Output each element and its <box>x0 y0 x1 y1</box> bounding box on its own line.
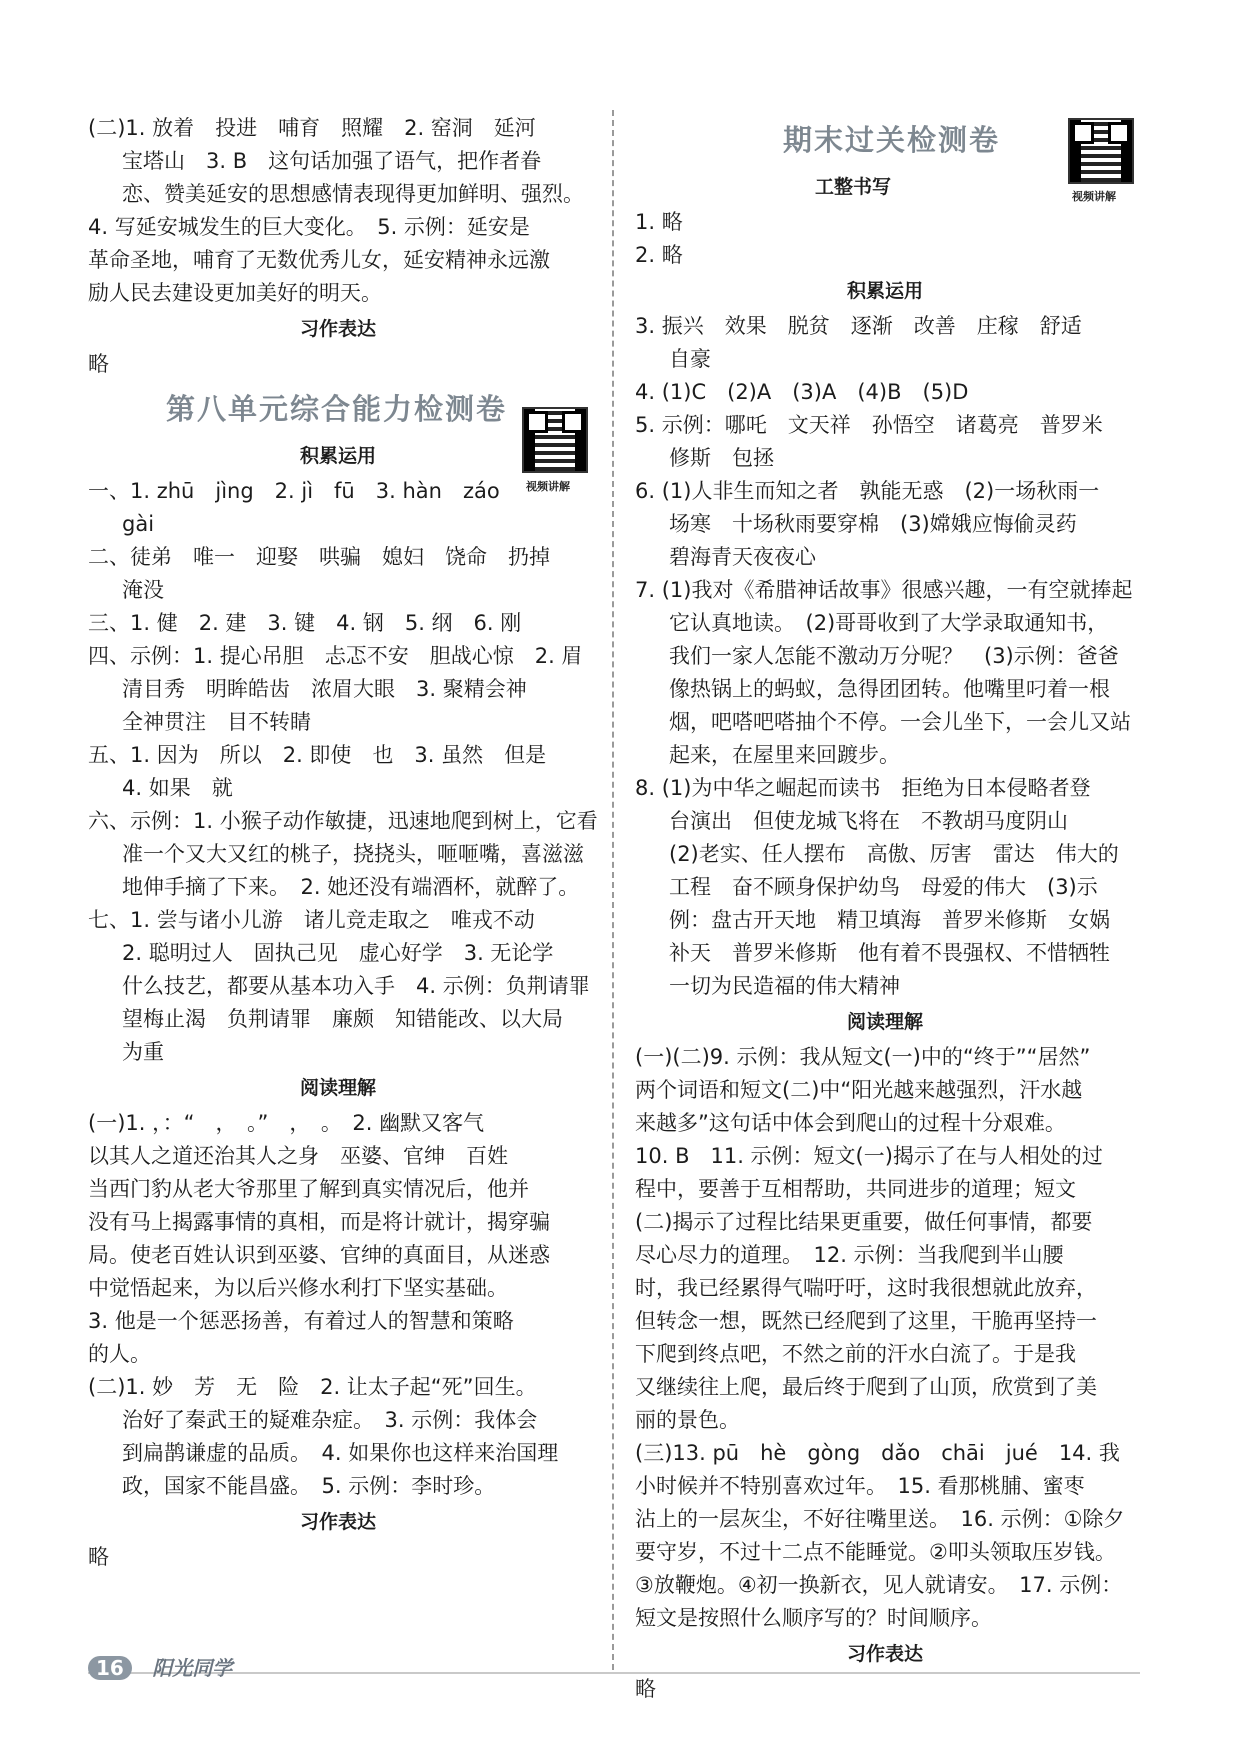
answer-line: 自豪 <box>669 347 711 371</box>
section-heading-writing: 习作表达 <box>299 318 376 340</box>
answer-line: 起来，在屋里来回踱步。 <box>669 743 900 767</box>
answer-line: 没有马上揭露事情的真相，而是将计就计，揭穿骗 <box>88 1210 550 1234</box>
answer-line: 但转念一想，既然已经爬到了这里，干脆再坚持一 <box>635 1309 1097 1333</box>
answer-line: 全神贯注 目不转睛 <box>122 710 311 734</box>
answer-line: 修斯 包拯 <box>669 446 774 470</box>
answer-line: 2. 聪明过人 固执己见 虚心好学 3. 无论学 <box>122 941 554 965</box>
answer-line: (一)1. ，：“ ， 。” ， 。 2. 幽默又客气 <box>88 1111 485 1135</box>
column-divider <box>612 110 614 1670</box>
answer-line: 碧海青天夜夜心 <box>669 545 816 569</box>
answer-line: 恋、赞美延安的思想感情表现得更加鲜明、强烈。 <box>122 182 584 206</box>
answer-line: 烟，吧嗒吧嗒抽个不停。一会儿坐下，一会儿又站 <box>669 710 1131 734</box>
answer-line: 3. 振兴 效果 脱贫 逐渐 改善 庄稼 舒适 <box>635 314 1082 338</box>
answer-line: 又继续往上爬，最后终于爬到了山顶，欣赏到了美 <box>635 1375 1097 1399</box>
answer-line: 5. 示例：哪吒 文天祥 孙悟空 诸葛亮 普罗米 <box>635 413 1103 437</box>
answer-line: 政，国家不能昌盛。 5. 示例：李时珍。 <box>122 1474 496 1498</box>
section-heading-reading: 阅读理解 <box>299 1077 376 1099</box>
section-heading-accumulation: 积累运用 <box>846 280 923 302</box>
answer-line: 地伸手摘了下来。 2. 她还没有端酒杯，就醉了。 <box>122 875 580 899</box>
answer-line: 望梅止渴 负荆请罪 廉颇 知错能改、以大局 <box>122 1007 563 1031</box>
answer-line: (二)1. 妙 芳 无 险 2. 让太子起“死”回生。 <box>88 1375 537 1399</box>
answer-line: 略 <box>88 352 109 376</box>
answer-line: 4. 如果 就 <box>122 776 233 800</box>
answer-line: 两个词语和短文(二)中“阳光越来越强烈，汗水越 <box>635 1078 1083 1102</box>
answer-line: 的人。 <box>88 1342 151 1366</box>
answer-line: (一)(二)9. 示例：我从短文(一)中的“终于”“居然” <box>635 1045 1091 1069</box>
qr-code-icon[interactable] <box>1068 118 1134 184</box>
answer-line: 场寒 十场秋雨要穿棉 (3)嫦娥应悔偷灵药 <box>669 512 1077 536</box>
answer-line: 4. 写延安城发生的巨大变化。 5. 示例：延安是 <box>88 215 530 239</box>
answer-line: 为重 <box>122 1040 164 1064</box>
answer-line: 工程 奋不顾身保护幼鸟 母爱的伟大 (3)示 <box>669 875 1098 899</box>
answer-line: 3. 他是一个惩恶扬善，有着过人的智慧和策略 <box>88 1309 514 1333</box>
section-heading-reading: 阅读理解 <box>846 1011 923 1033</box>
answer-line: (二)揭示了过程比结果更重要，做任何事情，都要 <box>635 1210 1093 1234</box>
answer-line: 二、徒弟 唯一 迎娶 哄骗 媳妇 饶命 扔掉 <box>88 545 550 569</box>
answer-line: 来越多”这句话中体会到爬山的过程十分艰难。 <box>635 1111 1066 1135</box>
answer-line: 尽心尽力的道理。 12. 示例：当我爬到半山腰 <box>635 1243 1064 1267</box>
answer-line: 清目秀 明眸皓齿 浓眉大眼 3. 聚精会神 <box>122 677 527 701</box>
answer-line: 丽的景色。 <box>635 1408 740 1432</box>
section-heading-writing: 习作表达 <box>299 1511 376 1533</box>
answer-line: (2)老实、任人摆布 高傲、厉害 雷达 伟大的 <box>669 842 1119 866</box>
page-number: 16 <box>88 1656 132 1680</box>
answer-line: 2. 略 <box>635 243 683 267</box>
answer-line: 程中，要善于互相帮助，共同进步的道理；短文 <box>635 1177 1076 1201</box>
answer-line: 6. (1)人非生而知之者 孰能无惑 (2)一场秋雨一 <box>635 479 1100 503</box>
section-heading-writing: 习作表达 <box>846 1643 923 1665</box>
answer-line: 例：盘古开天地 精卫填海 普罗米修斯 女娲 <box>669 908 1110 932</box>
answer-line: 淹没 <box>122 578 164 602</box>
final-exam-title: 期末过关检测卷 <box>783 123 1001 157</box>
answer-line: 四、示例：1. 提心吊胆 忐忑不安 胆战心惊 2. 眉 <box>88 644 583 668</box>
brand-logo: 阳光同学 <box>152 1656 233 1680</box>
answer-line: 局。使老百姓认识到巫婆、官绅的真面目，从迷惑 <box>88 1243 550 1267</box>
answer-line: 下爬到终点吧，不然之前的汗水白流了。于是我 <box>635 1342 1076 1366</box>
answer-line: 一切为民造福的伟大精神 <box>669 974 900 998</box>
answer-line: ③放鞭炮。④初一换新衣，见人就请安。 17. 示例： <box>635 1573 1123 1597</box>
answer-line: 我们一家人怎能不激动万分呢？ (3)示例：爸爸 <box>669 644 1119 668</box>
answer-line: 宝塔山 3. B 这句话加强了语气，把作者眷 <box>122 149 542 173</box>
answer-line: 短文是按照什么顺序写的？时间顺序。 <box>635 1606 992 1630</box>
answer-line: 8. (1)为中华之崛起而读书 拒绝为日本侵略者登 <box>635 776 1091 800</box>
answer-line: 像热锅上的蚂蚁，急得团团转。他嘴里叼着一根 <box>669 677 1110 701</box>
answer-line: 10. B 11. 示例：短文(一)揭示了在与人相处的过 <box>635 1144 1103 1168</box>
answer-line: 7. (1)我对《希腊神话故事》很感兴趣，一有空就捧起 <box>635 578 1133 602</box>
answer-line: 略 <box>88 1545 109 1569</box>
answer-line: 革命圣地，哺育了无数优秀儿女，延安精神永远激 <box>88 248 550 272</box>
answer-line: 时，我已经累得气喘吁吁，这时我很想就此放弃， <box>635 1276 1097 1300</box>
answer-line: 要守岁，不过十二点不能睡觉。②叩头领取压岁钱。 <box>635 1540 1116 1564</box>
answer-line: 治好了秦武王的疑难杂症。 3. 示例：我体会 <box>122 1408 538 1432</box>
answer-line: (二)1. 放着 投进 哺育 照耀 2. 窑洞 延河 <box>88 116 536 140</box>
answer-line: 台演出 但使龙城飞将在 不教胡马度阴山 <box>669 809 1068 833</box>
section-heading-accumulation: 积累运用 <box>299 445 376 467</box>
answer-line: 五、1. 因为 所以 2. 即使 也 3. 虽然 但是 <box>88 743 547 767</box>
answer-line: 励人民去建设更加美好的明天。 <box>88 281 382 305</box>
answer-line: 略 <box>635 1677 656 1701</box>
answer-line: 中觉悟起来，为以后兴修水利打下坚实基础。 <box>88 1276 508 1300</box>
unit8-title: 第八单元综合能力检测卷 <box>166 392 508 426</box>
answer-line: 小时候并不特别喜欢过年。 15. 看那桃脯、蜜枣 <box>635 1474 1085 1498</box>
qr-caption: 视频讲解 <box>526 480 570 493</box>
footer-rule <box>88 1672 1140 1674</box>
footer <box>88 1652 232 1681</box>
answer-line: 一、1. zhū jìng 2. jì fū 3. hàn záo <box>88 479 500 503</box>
answer-line: 以其人之道还治其人之身 巫婆、官绅 百姓 <box>88 1144 508 1168</box>
answer-line: 什么技艺，都要从基本功入手 4. 示例：负荆请罪 <box>122 974 590 998</box>
right-column <box>635 112 1135 1706</box>
answer-line: 它认真地读。 (2)哥哥收到了大学录取通知书， <box>669 611 1109 635</box>
answer-line: 七、1. 尝与诸小儿游 诸儿竞走取之 唯戎不动 <box>88 908 535 932</box>
answer-line: 准一个又大又红的桃子，挠挠头，咂咂嘴，喜滋滋 <box>122 842 584 866</box>
answer-line: 补天 普罗米修斯 他有着不畏强权、不惜牺牲 <box>669 941 1110 965</box>
answer-line: gài <box>122 512 155 536</box>
left-column <box>88 112 598 1574</box>
answer-line: 当西门豹从老大爷那里了解到真实情况后，他并 <box>88 1177 529 1201</box>
answer-line: (三)13. pū hè gòng dǎo chāi jué 14. 我 <box>635 1441 1120 1465</box>
answer-line: 沾上的一层灰尘，不好往嘴里送。 16. 示例：①除夕 <box>635 1507 1125 1531</box>
answer-line: 六、示例：1. 小猴子动作敏捷，迅速地爬到树上，它看 <box>88 809 598 833</box>
qr-caption: 视频讲解 <box>1072 190 1116 203</box>
answer-line: 4. (1)C (2)A (3)A (4)B (5)D <box>635 380 969 404</box>
section-heading-neat-writing: 工整书写 <box>815 176 892 198</box>
answer-line: 到扁鹊谦虚的品质。 4. 如果你也这样来治国理 <box>122 1441 559 1465</box>
answer-line: 三、1. 健 2. 建 3. 键 4. 钢 5. 纲 6. 刚 <box>88 611 522 635</box>
answer-line: 1. 略 <box>635 210 683 234</box>
qr-code-icon[interactable] <box>522 407 588 473</box>
